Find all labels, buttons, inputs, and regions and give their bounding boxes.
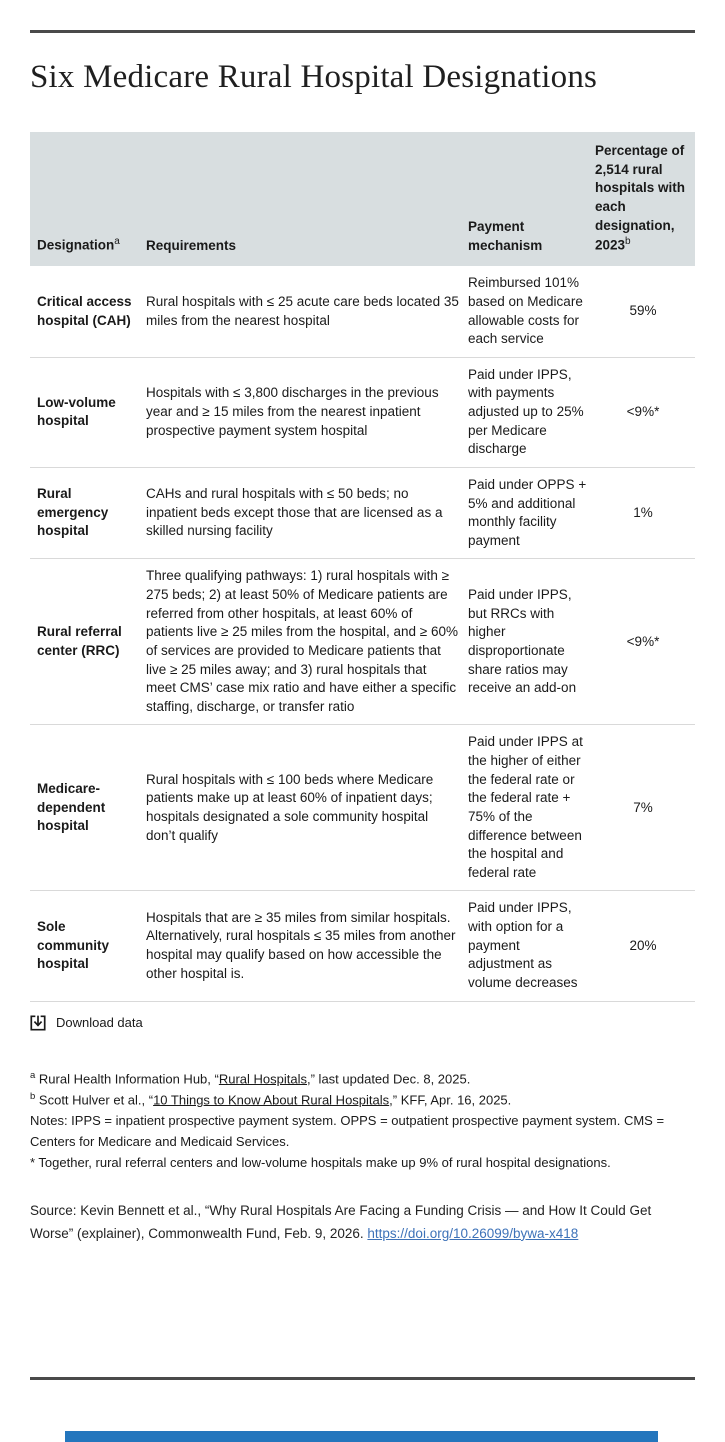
download-data-button[interactable]	[30, 1015, 143, 1031]
designation-cell: Rural emergency hospital	[30, 467, 146, 559]
designation-cell: Medicare-dependent hospital	[30, 725, 146, 891]
payment-cell: Paid under OPPS + 5% and additional monthly facility payment	[468, 467, 595, 559]
footnote-text: Scott Hulver et al., “	[38, 1092, 154, 1108]
requirements-cell: CAHs and rural hospitals with ≤ 50 beds; no inpatient beds except those that are licensed as a skilled nursing facility	[146, 467, 468, 559]
percentage-cell: <9%*	[595, 559, 695, 725]
footnotes-block	[30, 1068, 695, 1174]
doi-link[interactable]: https://doi.org/10.26099/bywa-x418	[367, 1225, 579, 1241]
designation-cell: Critical access hospital (CAH)	[30, 266, 146, 357]
requirements-cell: Hospitals with ≤ 3,800 discharges in the previous year and ≥ 15 miles from the nearest inpatient prospective payment system hospital	[146, 357, 468, 467]
column-header-label: Requirements	[146, 237, 237, 253]
download-icon	[30, 1015, 46, 1031]
column-header-label: Payment mechanism	[468, 219, 543, 253]
footnote-a	[30, 1068, 695, 1089]
asterisk-note: * Together, rural referral centers and low-volume hospitals make up 9% of rural hospital designations.	[30, 1155, 611, 1171]
footnote-marker: b	[625, 236, 631, 248]
percentage-cell: <9%*	[595, 357, 695, 467]
requirements-cell: Three qualifying pathways: 1) rural hospitals with ≥ 275 beds; 2) at least 50% of Medicare patients are referred from other hospitals, at least 60% of patients live ≥ 25 miles from the hospital, and ≥ 60% of services are provided to Medicare patients that live ≥ 25 miles away; and 3) rural hospitals that meet CMS’ case mix ratio and have either a specific staffing, discharge, or transfer ratio	[146, 559, 468, 725]
payment-cell: Paid under IPPS, with payments adjusted up to 25% per Medicare discharge	[468, 357, 595, 467]
column-header-payment-mechanism	[468, 132, 595, 266]
kff-article-link[interactable]: 10 Things to Know About Rural Hospitals	[153, 1092, 390, 1108]
designation-cell: Low-volume hospital	[30, 357, 146, 467]
download-label: Download data	[56, 1015, 143, 1030]
designations-table	[30, 132, 695, 1002]
footnote-text: ,” last updated Dec. 8, 2025.	[307, 1070, 471, 1086]
source-block	[30, 1200, 695, 1245]
requirements-cell: Hospitals that are ≥ 35 miles from similar hospitals. Alternatively, rural hospitals ≤ 35 miles from another hospital may qualify based on how accessible the other hospital is.	[146, 891, 468, 1001]
column-header-percentage	[595, 132, 695, 266]
top-rule	[30, 30, 695, 33]
footnote-b	[30, 1089, 695, 1110]
payment-cell: Paid under IPPS at the higher of either the federal rate or the federal rate + 75% of the difference between the hospital and federal rate	[468, 725, 595, 891]
rural-hospitals-link[interactable]: Rural Hospitals	[218, 1070, 307, 1086]
page-title: Six Medicare Rural Hospital Designations	[30, 59, 598, 95]
source-text: Source: Kevin Bennett et al., “Why Rural Hospitals Are Facing a Funding Crisis — and How It Could Get Worse” (explainer), Commonwealth Fund, Feb. 9, 2026.	[30, 1203, 652, 1241]
payment-cell: Paid under IPPS, but RRCs with higher disproportionate share ratios may receive an add-on	[468, 559, 595, 725]
table-row	[30, 559, 695, 725]
column-header-designation	[30, 132, 146, 266]
table-row	[30, 467, 695, 559]
designation-cell: Sole community hospital	[30, 891, 146, 1001]
table-row	[30, 266, 695, 357]
table-header	[30, 132, 695, 266]
column-header-label: Designation	[37, 237, 115, 253]
column-header-label: Percentage of 2,514 rural hospitals with each designation, 2023	[595, 143, 686, 253]
designation-cell: Rural referral center (RRC)	[30, 559, 146, 725]
footnote-marker: b	[30, 1090, 36, 1102]
percentage-cell: 59%	[595, 266, 695, 357]
column-header-requirements	[146, 132, 468, 266]
payment-cell: Paid under IPPS, with option for a payment adjustment as volume decreases	[468, 891, 595, 1001]
footnote-text: Rural Health Information Hub, “	[38, 1070, 219, 1086]
payment-cell: Reimbursed 101% based on Medicare allowable costs for each service	[468, 266, 595, 357]
bottom-accent-bar	[65, 1431, 658, 1442]
notes-text: Notes: IPPS = inpatient prospective payment system. OPPS = outpatient prospective payment system. CMS = Centers for Medicare and Medicaid Services.	[30, 1113, 665, 1150]
footnote-text: ,” KFF, Apr. 16, 2025.	[389, 1092, 512, 1108]
footnote-marker: a	[114, 236, 120, 248]
footnote-marker: a	[30, 1069, 36, 1081]
requirements-cell: Rural hospitals with ≤ 100 beds where Medicare patients make up at least 60% of inpatient days; hospitals designated a sole community hospital don’t qualify	[146, 725, 468, 891]
percentage-cell: 20%	[595, 891, 695, 1001]
requirements-cell: Rural hospitals with ≤ 25 acute care beds located 35 miles from the nearest hospital	[146, 266, 468, 357]
percentage-cell: 7%	[595, 725, 695, 891]
bottom-rule	[30, 1377, 695, 1380]
table-row	[30, 725, 695, 891]
table-row	[30, 891, 695, 1001]
table-row	[30, 357, 695, 467]
percentage-cell: 1%	[595, 467, 695, 559]
